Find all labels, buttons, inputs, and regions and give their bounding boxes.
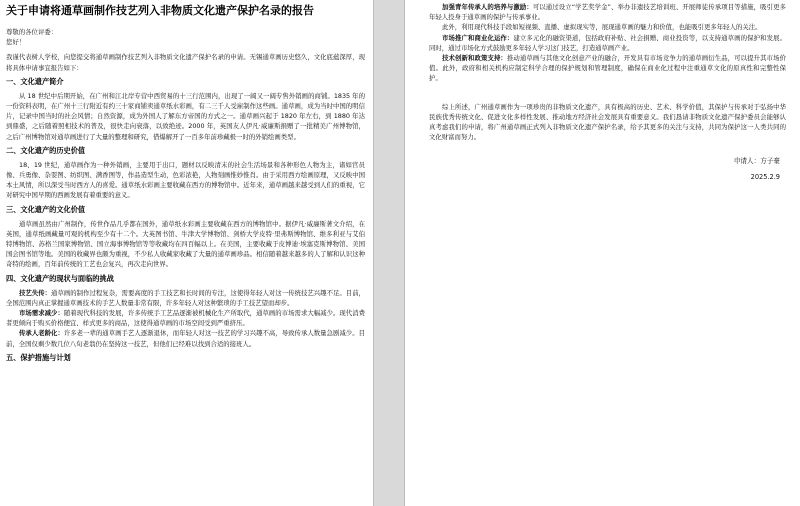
section-4-heading: 四、文化遗产的现状与面临的挑战	[6, 273, 114, 283]
section-3-body: 通草画虽然由广州制作，传世作品几乎都在国外，通草纸水彩画主要收藏在西方的博物馆中。据伊凡·威廉斯著文介绍，在英国，通草纸画藏量可观的机构至少有十二个。大英图书馆、牛津大学博物馆、剑桥大学皮特·里弗斯博物馆、维多利亚与艾伯特博物馆、苏格兰国家博物馆、国立海事博物馆等等收藏均在四百幅以上。在美国，主要收藏于皮博迪·埃塞克斯博物馆、美国国会图书馆等地。美国的收藏界也颇为重视，不少私人收藏家收藏了大量的通草画珍品。相信随着越来越多的人了解和认识这种奇特的绘画，百年前传统的工艺也会复兴，再次走向世界。	[6, 219, 365, 269]
document-page-right	[404, 0, 800, 506]
measure-lead-3: 技术创新和政策支持：	[442, 54, 507, 63]
applicant-signature: 申请人：方子豪	[733, 157, 780, 166]
section-1-heading: 一、文化遗产简介	[6, 76, 64, 86]
measure-paragraph-1	[429, 2, 786, 22]
section-4-body-3: 许多老一辈的通草画手艺人逐渐退休，而年轻人对这一技艺的学习兴趣不高，导致传承人数量急剧减少。目前，全国仅剩少数几位八旬老翁仍在坚持这一技艺，但他们已经难以找到合适的接班人。	[6, 329, 366, 348]
section-4-body-2: 随着现代科技的发展，许多传统手工艺品逐渐被机械化生产所取代，通草画的市场需求大幅减少。现代消费者更倾向于购买价格便宜、样式更多的商品，这使得通草画的市场空间受到严重挤压。	[6, 309, 366, 328]
section-4-paragraph-3	[6, 328, 365, 348]
page-gutter	[374, 0, 404, 506]
greeting: 尊敬的各位评委：	[6, 28, 58, 36]
section-4-lead-1: 技艺失传：	[19, 288, 52, 297]
document-page-left	[0, 0, 374, 506]
report-title: 关于申请将通草画制作技艺列入非物质文化遗产保护名录的报告	[6, 4, 314, 17]
application-date: 2025.2.9	[750, 173, 780, 182]
intro-paragraph: 我谨代表树人学校，向您提交将通草画制作技艺列入非物质文化遗产保护名录的申请。无锡通草画历史悠久，文化底蕴深厚，现将具体申请事宜报告如下：	[6, 53, 365, 72]
section-4-lead-3: 传承人老龄化：	[19, 329, 64, 338]
section-4-body-1: 通草画的制作过程复杂，需要高度的手工技艺和长时间的专注，这使得年轻人对这一传统技艺兴趣不足。目前，全国范围内真正掌握通草画技术的手艺人数量非常有限，许多年轻人对这种繁琐的手工技艺望而却步。	[6, 288, 366, 307]
section-4-paragraph-1	[6, 288, 365, 308]
measure-lead-1: 加强青年传承人的培养与激励：	[442, 3, 533, 11]
hello: 您好！	[6, 38, 26, 47]
conclusion-paragraph: 综上所述，广州通草画作为一项珍贵的非物质文化遗产，具有极高的历史、艺术、科学价值，其保护与传承对于弘扬中华民族优秀传统文化、促进文化多样性发展、推动地方经济社会发展具有重要意义。我们恳请非物质文化遗产保护委员会能够认真考虑我们的申请，将广州通草画正式列入非物质文化遗产保护名录，给予其更多的关注与支持，共同为保护这一人类共同的文化财富而努力。	[429, 102, 786, 142]
section-5-heading: 五、保护措施与计划	[6, 352, 71, 362]
section-1-body: 从 18 世纪中后期开始，在广州和江北岸专营中西贸易的十三行范围内，出现了一阔又一阔专售外销画的商铺。1835 年的一份资料表明，在广州十三行附近有约三十家商铺卖通草纸水彩画，有二三千人受雇制作这些画。通草画，成为当时中国的明信片，记录中国当时的社会风情；自然资源，成为外国人了解东方帝国的方式之一。通草画兴起于 1820 年左右，到 1880 年达到鼎盛，之后随着照相技术的普及，很快走向衰落，以致绝迹。2000 年，英国友人伊凡·威廉斯捐赠了一批精美广州博物馆，之后广州博物馆对通草画进行了大量的整理和研究，借爆解开了一百多年前珍藏极一时的外销绘画类型。	[6, 91, 365, 141]
section-4-lead-2: 市场需求减少：	[19, 309, 64, 318]
section-4-paragraph-2	[6, 308, 365, 328]
measure-body-3: 推动通草画与其他文化创意产业的融合，开发具有市场竞争力的通草画衍生品，可以提升其市场价值。此外，政府和相关机构应制定科学合理的保护规划和管理制度，确保在商业化过程中注重通草文化的原真性和完整性保护。	[429, 54, 787, 83]
section-2-body: 18、19 世纪，通草画作为一种外销画，主要用于出口，题材以反映清末的社会生活场景和各种形色人物为主，诸如官员像、兵勇像、杂耍图、纺织图、满香图等，作品造型生动，色彩浓艳，人物刻画惟妙惟肖。由于采用西方绘画原理，又反映中国本土风情，所以深受当时西方人的喜爱。通草纸水彩画主要收藏在西方的博物馆中。近年来，通草画越来越受到人们的重视，它对研究中国早期的西画发展有着重要的意义。	[6, 160, 365, 200]
measure-paragraph-2	[429, 33, 786, 53]
measure-body-1: 可以通过设立“学艺奖学金”、举办非遗技艺培训班、开展师徒传承项目等措施，吸引更多年轻人投身于通草画的保护与传承事业。	[429, 3, 787, 22]
measure-paragraph-1-extra: 此外，利用现代科技手段如短视频、直播、虚拟现实等，展现通草画的魅力和价值，也能吸引更多年轻人的关注。	[442, 23, 762, 32]
section-3-heading: 三、文化遗产的文化价值	[6, 204, 86, 214]
measure-body-2: 建立多元化的融资渠道，包括政府补贴、社会捐赠、商业投资等，以支持通草画的保护和发展。同时，通过市场化方式鼓励更多年轻人学习这门技艺，打造通草画产业。	[429, 33, 787, 52]
section-2-heading: 二、文化遗产的历史价值	[6, 145, 86, 155]
measure-paragraph-3	[429, 53, 786, 84]
measure-lead-2: 市场推广和商业化运作：	[442, 33, 514, 42]
